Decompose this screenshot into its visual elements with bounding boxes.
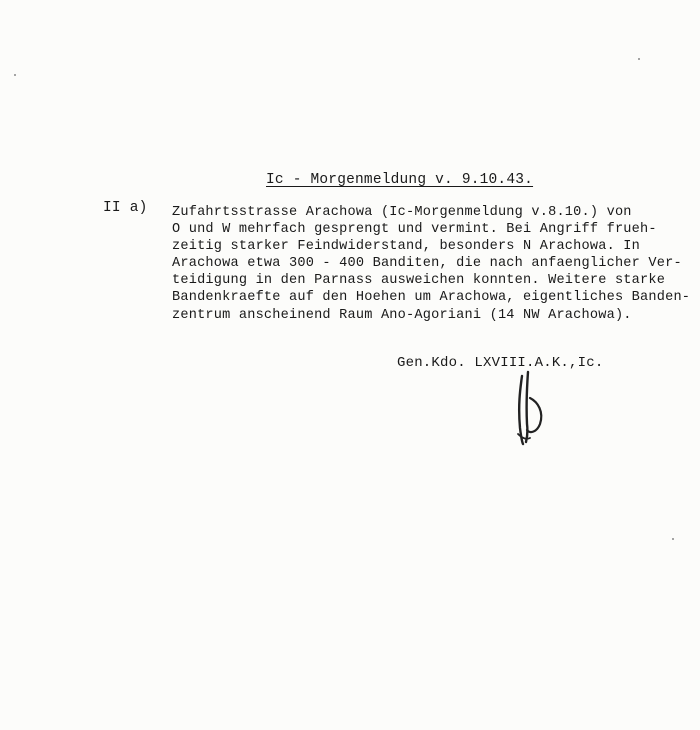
- paragraph-line-7: zentrum anscheinend Raum Ano-Agoriani (14 NW Arachowa).: [172, 307, 632, 323]
- paragraph-line-1: Zufahrtsstrasse Arachowa (Ic-Morgenmeldung v.8.10.) von: [172, 205, 632, 220]
- paragraph-line-5: teidigung in den Parnass ausweichen konnten. Weitere starke: [172, 273, 666, 289]
- paragraph-line-3: zeitig starker Feindwiderstand, besonders N Arachowa. In: [172, 239, 641, 255]
- paper-speck: [638, 58, 640, 60]
- paragraph-line-2: O und W mehrfach gesprengt und vermint. Bei Angriff frueh-: [172, 222, 657, 238]
- handwritten-signature-mark: [500, 368, 560, 448]
- issuing-authority: Gen.Kdo. LXVIII.A.K.,Ic.: [397, 355, 604, 371]
- report-paragraph: [172, 204, 691, 324]
- paper-speck: [14, 74, 16, 76]
- report-title: Ic - Morgenmeldung v. 9.10.43.: [266, 172, 534, 188]
- section-label: II a): [103, 200, 148, 216]
- paragraph-line-4: Arachowa etwa 300 - 400 Banditen, die nach anfaenglicher Ver-: [172, 256, 682, 272]
- paragraph-line-6: Bandenkraefte auf den Hoehen um Arachowa, eigentliches Banden-: [172, 290, 691, 306]
- paper-speck: [672, 538, 674, 540]
